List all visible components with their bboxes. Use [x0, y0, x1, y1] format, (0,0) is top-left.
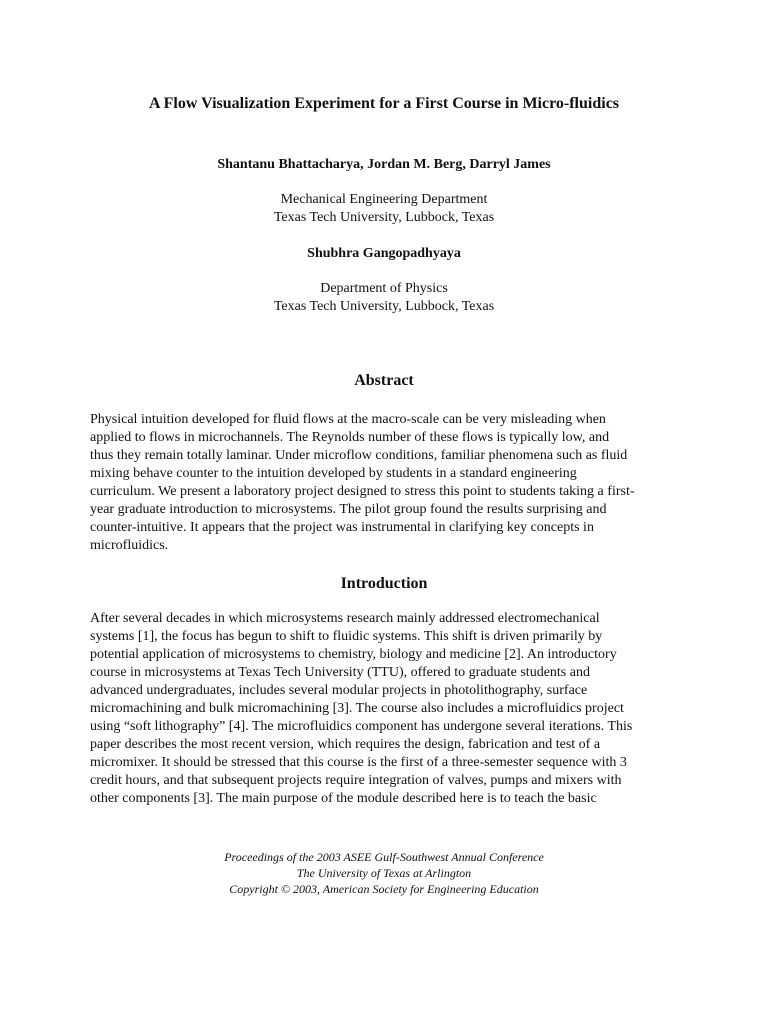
- abstract-line: thus they remain totally laminar. Under microflow conditions, familiar phenomena such as fluid: [90, 448, 628, 463]
- introduction-line: systems [1], the focus has begun to shift to fluidic systems. This shift is driven primarily by: [90, 629, 603, 644]
- author-list-primary: Shantanu Bhattacharya, Jordan M. Berg, Darryl James: [217, 157, 551, 172]
- introduction-line: advanced undergraduates, includes several modular projects in photolithography, surface: [90, 683, 588, 698]
- introduction-line: After several decades in which microsystems research mainly addressed electromechanical: [90, 611, 600, 626]
- footer-proceedings: Proceedings of the 2003 ASEE Gulf-Southwest Annual Conference: [224, 850, 544, 864]
- introduction-line: course in microsystems at Texas Tech University (TTU), offered to graduate students and: [90, 665, 590, 680]
- abstract-line: mixing behave counter to the intuition developed by students in a standard engineering: [90, 466, 577, 481]
- abstract-line: curriculum. We present a laboratory project designed to stress this point to students taking a first-: [90, 484, 635, 499]
- introduction-line: using “soft lithography” [4]. The microfluidics component has undergone several iterations. This: [90, 719, 633, 734]
- introduction-line: credit hours, and that subsequent projects require integration of valves, pumps and mixers with: [90, 773, 622, 788]
- introduction-line: paper describes the most recent version, which requires the design, fabrication and test of a: [90, 737, 601, 752]
- footer-venue: The University of Texas at Arlington: [296, 866, 472, 880]
- affiliation-primary-department: Mechanical Engineering Department: [280, 192, 488, 207]
- introduction-body: [90, 610, 690, 808]
- introduction-line: micromixer. It should be stressed that this course is the first of a three-semester sequence with 3: [90, 755, 627, 770]
- abstract-line: microfluidics.: [90, 538, 169, 553]
- paper-title: A Flow Visualization Experiment for a First Course in Micro-fluidics: [148, 95, 620, 112]
- abstract-line: year graduate introduction to microsystems. The pilot group found the results surprising and: [90, 502, 607, 517]
- introduction-line: other components [3]. The main purpose of the module described here is to teach the basic: [90, 791, 597, 806]
- introduction-heading: Introduction: [340, 575, 428, 592]
- author-list-secondary: Shubhra Gangopadhyaya: [307, 246, 461, 261]
- abstract-line: counter-intuitive. It appears that the project was instrumental in clarifying key concepts in: [90, 520, 594, 535]
- abstract-line: applied to flows in microchannels. The Reynolds number of these flows is typically low, and: [90, 430, 610, 445]
- footer-copyright: Copyright © 2003, American Society for Engineering Education: [229, 882, 539, 896]
- abstract-line: Physical intuition developed for fluid flows at the macro-scale can be very misleading when: [90, 412, 606, 427]
- affiliation-primary-institution: Texas Tech University, Lubbock, Texas: [273, 210, 495, 225]
- conference-footer: [0, 849, 768, 897]
- abstract-heading: Abstract: [354, 372, 414, 389]
- introduction-line: potential application of microsystems to chemistry, biology and medicine [2]. An introductory: [90, 647, 617, 662]
- affiliation-secondary-department: Department of Physics: [320, 281, 448, 296]
- introduction-line: micromachining and bulk micromachining [3]. The course also includes a microfluidics project: [90, 701, 624, 716]
- affiliation-secondary-institution: Texas Tech University, Lubbock, Texas: [273, 299, 495, 314]
- abstract-body: [90, 411, 690, 555]
